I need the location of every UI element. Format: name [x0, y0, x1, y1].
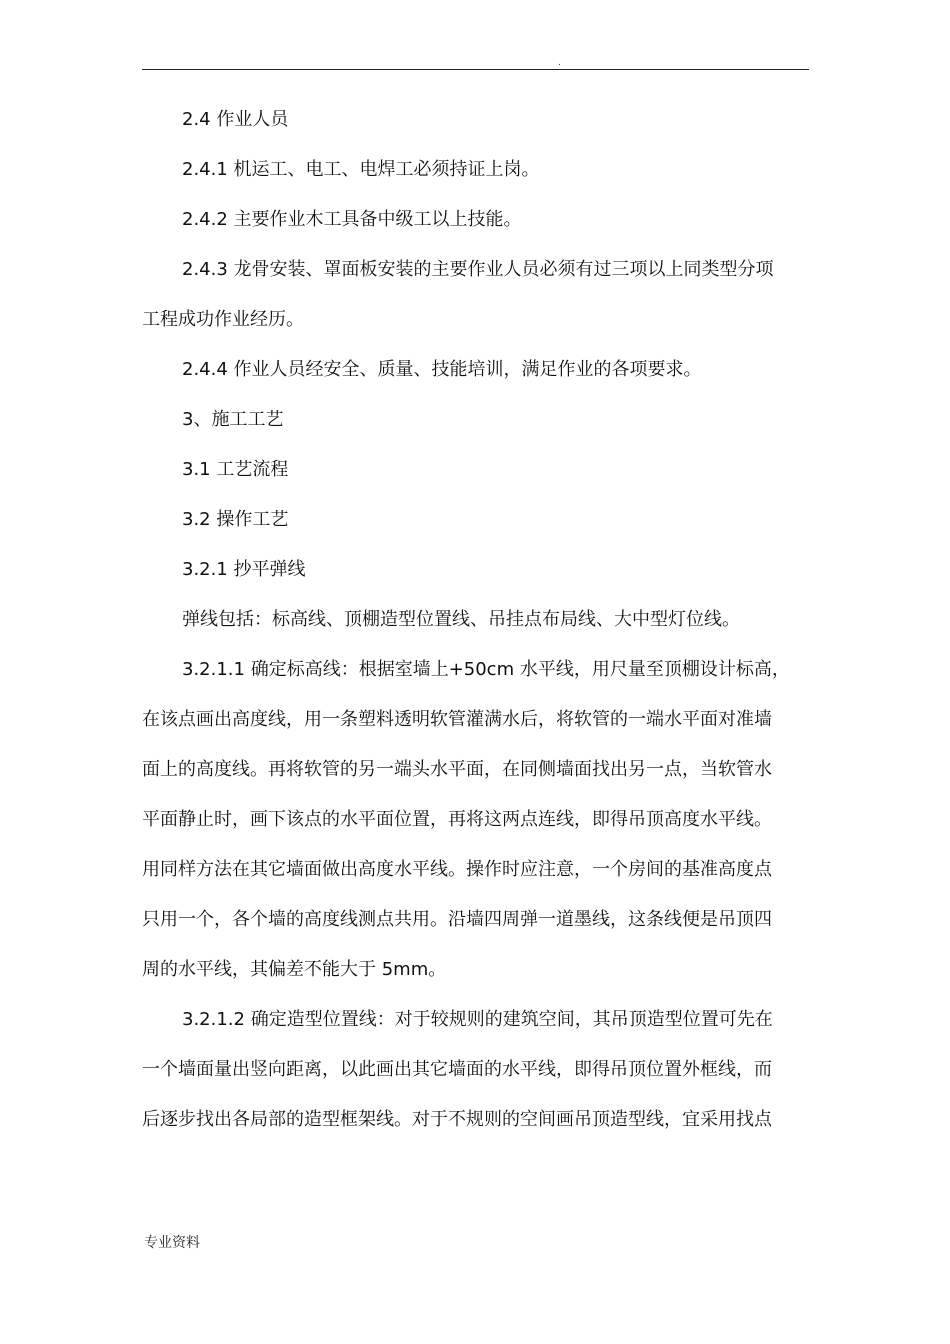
text-line: 周的水平线，其偏差不能大于 5mm。 [142, 959, 447, 980]
text-line: 3.2.1 抄平弹线 [182, 559, 306, 580]
document-body [142, 95, 809, 1145]
text-line: 3.2.1.1 确定标高线：根据室墙上+50cm 水平线，用尺量至顶棚设计标高， [182, 659, 790, 680]
text-line: 只用一个，各个墙的高度线测点共用。沿墙四周弹一道墨线，这条线便是吊顶四 [142, 909, 772, 930]
text-line: 3.1 工艺流程 [182, 459, 289, 480]
text-line: 弹线包括：标高线、顶棚造型位置线、吊挂点布局线、大中型灯位线。 [182, 609, 740, 630]
text-line: 2.4.2 主要作业木工具备中级工以上技能。 [182, 209, 522, 230]
text-line: 工程成功作业经历。 [142, 309, 304, 330]
text-line: 在该点画出高度线，用一条塑料透明软管灌满水后，将软管的一端水平面对准墙 [142, 709, 772, 730]
text-line: 2.4.4 作业人员经安全、质量、技能培训，满足作业的各项要求。 [182, 359, 702, 380]
footer-label: 专业资料 [144, 1235, 200, 1251]
header-mark: . [558, 58, 561, 68]
text-line: 后逐步找出各局部的造型框架线。对于不规则的空间画吊顶造型线，宜采用找点 [142, 1109, 772, 1130]
text-line: 用同样方法在其它墙面做出高度水平线。操作时应注意，一个房间的基准高度点 [142, 859, 772, 880]
text-line: 面上的高度线。再将软管的另一端头水平面，在同侧墙面找出另一点，当软管水 [142, 759, 772, 780]
text-line: 2.4.3 龙骨安装、罩面板安装的主要作业人员必须有过三项以上同类型分项 [182, 259, 774, 280]
text-line: 2.4 作业人员 [182, 109, 289, 130]
header-rule [142, 69, 809, 70]
text-line: 一个墙面量出竖向距离，以此画出其它墙面的水平线，即得吊顶位置外框线，而 [142, 1059, 772, 1080]
text-line: 3、施工工艺 [182, 409, 284, 430]
text-line: 3.2 操作工艺 [182, 509, 289, 530]
text-line: 平面静止时，画下该点的水平面位置，再将这两点连线，即得吊顶高度水平线。 [142, 809, 772, 830]
text-line: 3.2.1.2 确定造型位置线：对于较规则的建筑空间，其吊顶造型位置可先在 [182, 1009, 773, 1030]
text-line: 2.4.1 机运工、电工、电焊工必须持证上岗。 [182, 159, 540, 180]
